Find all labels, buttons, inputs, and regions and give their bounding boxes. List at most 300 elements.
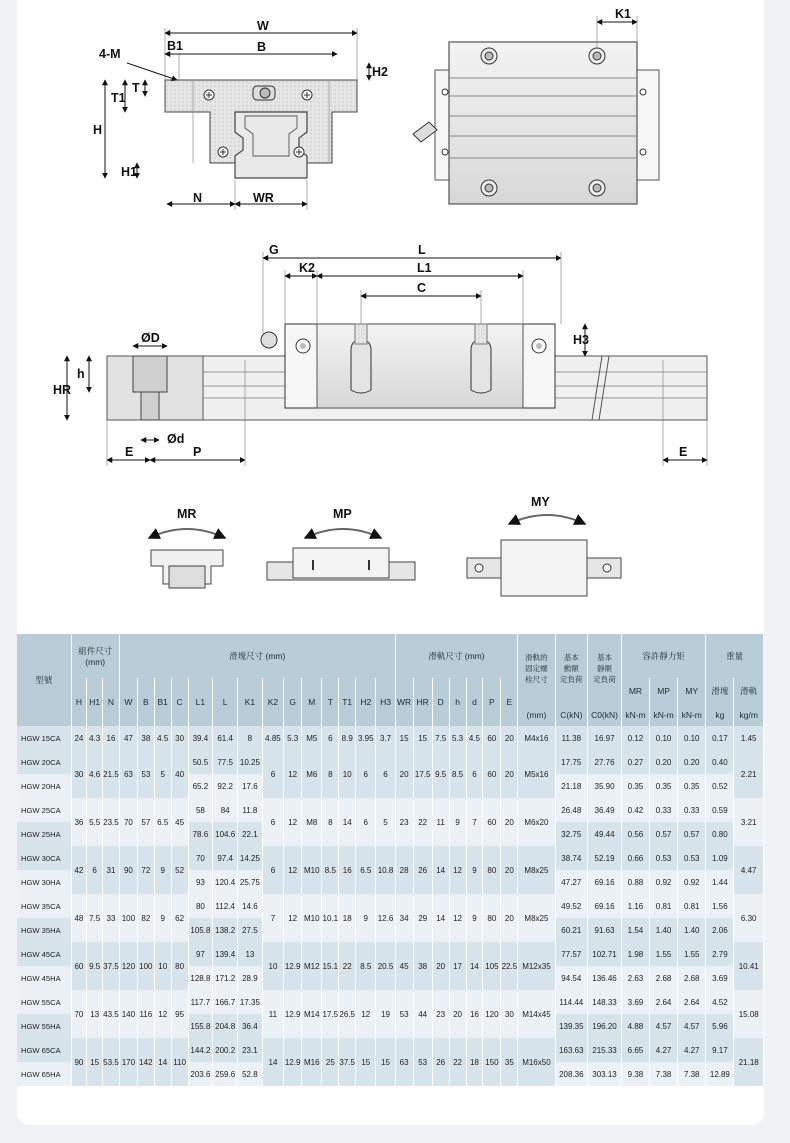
cell-l: 112.4: [213, 894, 238, 918]
cell-n: 37.5: [103, 942, 120, 990]
cell-hr: 38: [413, 942, 432, 990]
side-view: [53, 243, 707, 466]
cell-mp: 0.81: [650, 894, 678, 918]
cell-my: 0.92: [678, 870, 706, 894]
model-cell: HGW 30CA: [17, 846, 71, 870]
cell-h: 12: [449, 846, 466, 894]
model-cell: HGW 25CA: [17, 798, 71, 822]
cell-bolt: M5x16: [518, 750, 555, 798]
cell-e: 20: [501, 726, 518, 750]
cell-w: 90: [119, 846, 137, 894]
cell-h: 20: [449, 990, 466, 1038]
cell-t1: 26.5: [339, 990, 356, 1038]
model-cell: HGW 20CA: [17, 750, 71, 774]
cell-b: 116: [137, 990, 154, 1038]
cell-h: 60: [71, 942, 87, 990]
cell-t1: 8.9: [339, 726, 356, 750]
cell-m: M10: [302, 846, 322, 894]
header-col: T1: [339, 678, 356, 726]
header-col: M: [302, 678, 322, 726]
label-my: MY: [531, 495, 550, 509]
cell-mr: 6.65: [621, 1038, 649, 1062]
cell-mp: 0.92: [650, 870, 678, 894]
cell-p: 80: [483, 894, 501, 942]
cell-bolt: M8x25: [518, 846, 555, 894]
cell-h: 36: [71, 798, 87, 846]
cell-l1: 93: [188, 870, 213, 894]
cell-d: 16: [466, 990, 483, 1038]
cell-wr: 45: [395, 942, 413, 990]
cell-b1: 9: [154, 894, 171, 942]
header-col: G: [284, 678, 302, 726]
cell-block-kg: 4.52: [706, 990, 734, 1014]
cell-p: 80: [483, 846, 501, 894]
cell-l1: 58: [188, 798, 213, 822]
cell-b: 53: [137, 750, 154, 798]
header-col: T: [322, 678, 339, 726]
cell-w: 170: [119, 1038, 137, 1086]
cell-mr: 0.35: [621, 774, 649, 798]
cell-n: 16: [103, 726, 120, 750]
cell-l: 138.2: [213, 918, 238, 942]
cell-bolt: M8x25: [518, 894, 555, 942]
cell-l1: 70: [188, 846, 213, 870]
cell-l1: 39.4: [188, 726, 213, 750]
cell-block-kg: 1.56: [706, 894, 734, 918]
cell-c0: 35.90: [588, 774, 622, 798]
cell-m: M5: [302, 726, 322, 750]
cell-m: M14: [302, 990, 322, 1038]
cell-c0: 69.16: [588, 870, 622, 894]
cell-k1: 13: [238, 942, 263, 966]
model-cell: HGW 45HA: [17, 966, 71, 990]
cell-d: 14: [432, 846, 449, 894]
cell-c-dyn: 49.52: [555, 894, 588, 918]
cell-c-dyn: 94.54: [555, 966, 588, 990]
cell-l: 139.4: [213, 942, 238, 966]
cell-b1: 9: [154, 846, 171, 894]
label-mr: MR: [177, 507, 197, 521]
cell-k2: 6: [262, 750, 283, 798]
cell-c-dyn: 60.21: [555, 918, 588, 942]
header-weight-unit: kg: [706, 703, 734, 726]
cell-l1: 78.6: [188, 822, 213, 846]
cell-h2: 12: [356, 990, 376, 1038]
cell-l1: 117.7: [188, 990, 213, 1014]
label-l: L: [418, 243, 426, 257]
label-mp: MP: [333, 507, 352, 521]
cell-h: 12: [449, 894, 466, 942]
cell-mp: 4.27: [650, 1038, 678, 1062]
cell-h: 17: [449, 942, 466, 990]
cell-l: 204.8: [213, 1014, 238, 1038]
header-col: H1: [87, 678, 103, 726]
cell-e: 30: [501, 990, 518, 1038]
cell-d: 6: [466, 750, 483, 798]
cell-block-kg: 2.06: [706, 918, 734, 942]
cell-h: 5.3: [449, 726, 466, 750]
cell-wr: 28: [395, 846, 413, 894]
label-4m: 4-M: [99, 47, 121, 61]
label-h-small: h: [77, 367, 85, 381]
header-weight-unit: kg/m: [734, 703, 764, 726]
header-col: C: [171, 678, 188, 726]
cell-bolt: M16x50: [518, 1038, 555, 1086]
cell-l: 166.7: [213, 990, 238, 1014]
cell-mp: 4.57: [650, 1014, 678, 1038]
header-col: H: [71, 678, 87, 726]
header-c0-unit: C0(kN): [588, 703, 622, 726]
cell-k1: 11.8: [238, 798, 263, 822]
cell-hr: 26: [413, 846, 432, 894]
cell-l1: 80: [188, 894, 213, 918]
cell-d: 9: [466, 894, 483, 942]
cell-h: 70: [71, 990, 87, 1038]
cell-b1: 10: [154, 942, 171, 990]
cell-h2: 6: [356, 798, 376, 846]
cell-h: 30: [71, 750, 87, 798]
cell-block-kg: 1.44: [706, 870, 734, 894]
cell-h1: 4.6: [87, 750, 103, 798]
cell-m: M8: [302, 798, 322, 846]
cell-bolt: M14x45: [518, 990, 555, 1038]
cell-wr: 34: [395, 894, 413, 942]
technical-drawing: [17, 0, 764, 632]
cell-b: 100: [137, 942, 154, 990]
cell-c0: 148.33: [588, 990, 622, 1014]
header-col: W: [119, 678, 137, 726]
cell-k1: 27.5: [238, 918, 263, 942]
model-cell: HGW 20HA: [17, 774, 71, 798]
cell-c0: 136.46: [588, 966, 622, 990]
cell-l: 77.5: [213, 750, 238, 774]
cell-w: 63: [119, 750, 137, 798]
cell-h1: 5.5: [87, 798, 103, 846]
moment-diagrams: [149, 495, 621, 596]
cell-m: M12: [302, 942, 322, 990]
cell-rail-kgm: 3.21: [734, 798, 764, 846]
cell-block-kg: 12.89: [706, 1062, 734, 1086]
cell-mr: 4.88: [621, 1014, 649, 1038]
cell-l: 92.2: [213, 774, 238, 798]
header-moment-unit: kN-m: [650, 703, 678, 726]
model-cell: HGW 35CA: [17, 894, 71, 918]
cell-mp: 0.33: [650, 798, 678, 822]
cell-d: 7.5: [432, 726, 449, 750]
cell-k1: 23.1: [238, 1038, 263, 1062]
header-bolt-unit: (mm): [518, 703, 555, 726]
label-l1: L1: [417, 261, 432, 275]
cell-mr: 2.63: [621, 966, 649, 990]
cell-bolt: M4x16: [518, 726, 555, 750]
model-cell: HGW 65CA: [17, 1038, 71, 1062]
header-moment-name: MY: [678, 678, 706, 703]
cell-n: 53.5: [103, 1038, 120, 1086]
table-row: [17, 894, 764, 918]
label-w: W: [257, 19, 269, 33]
cell-t: 8: [322, 798, 339, 846]
cell-b: 142: [137, 1038, 154, 1086]
cell-mr: 3.69: [621, 990, 649, 1014]
cell-mp: 1.40: [650, 918, 678, 942]
header-col: K2: [262, 678, 283, 726]
cell-d: 18: [466, 1038, 483, 1086]
cell-my: 0.57: [678, 822, 706, 846]
cell-my: 4.57: [678, 1014, 706, 1038]
cell-rail-kgm: 21.18: [734, 1038, 764, 1086]
cell-w: 70: [119, 798, 137, 846]
cell-h2: 8.5: [356, 942, 376, 990]
header-col: WR: [395, 678, 413, 726]
cell-h3: 15: [376, 1038, 395, 1086]
table-row: [17, 942, 764, 966]
cell-l1: 50.5: [188, 750, 213, 774]
cell-my: 0.33: [678, 798, 706, 822]
cell-g: 12.9: [284, 990, 302, 1038]
cell-g: 12: [284, 846, 302, 894]
cell-mr: 1.16: [621, 894, 649, 918]
cell-hr: 15: [413, 726, 432, 750]
cell-e: 20: [501, 750, 518, 798]
cell-h: 22: [449, 1038, 466, 1086]
cell-b1: 5: [154, 750, 171, 798]
label-k2: K2: [299, 261, 315, 275]
cell-mp: 0.57: [650, 822, 678, 846]
cell-t1: 18: [339, 894, 356, 942]
cell-p: 60: [483, 750, 501, 798]
cell-h1: 4.3: [87, 726, 103, 750]
cell-mp: 2.64: [650, 990, 678, 1014]
header-assembly: 組件尺寸 (mm): [71, 634, 119, 678]
label-b: B: [257, 40, 267, 54]
cell-d: 7: [466, 798, 483, 846]
cell-my: 4.27: [678, 1038, 706, 1062]
cell-h3: 20.5: [376, 942, 395, 990]
cell-c-dyn: 38.74: [555, 846, 588, 870]
cell-h: 9: [449, 798, 466, 846]
cell-b1: 6.5: [154, 798, 171, 846]
header-col: N: [103, 678, 120, 726]
model-cell: HGW 30HA: [17, 870, 71, 894]
cell-k2: 10: [262, 942, 283, 990]
cell-k2: 6: [262, 846, 283, 894]
header-rail: 滑軌尺寸 (mm): [395, 634, 518, 678]
model-cell: HGW 55CA: [17, 990, 71, 1014]
cell-b: 72: [137, 846, 154, 894]
header-col: H2: [356, 678, 376, 726]
cell-g: 5.3: [284, 726, 302, 750]
cell-k1: 25.75: [238, 870, 263, 894]
table-row: [17, 750, 764, 774]
cell-l: 200.2: [213, 1038, 238, 1062]
moment-mr: [149, 507, 225, 588]
cell-c-dyn: 47.27: [555, 870, 588, 894]
cell-k1: 28.9: [238, 966, 263, 990]
cell-my: 0.20: [678, 750, 706, 774]
header-block-weight: 滑塊: [706, 678, 734, 703]
cell-l1: 97: [188, 942, 213, 966]
cell-rail-kgm: 6.30: [734, 894, 764, 942]
cell-l1: 155.8: [188, 1014, 213, 1038]
cell-h3: 12.6: [376, 894, 395, 942]
label-c: C: [417, 281, 427, 295]
label-p: P: [193, 445, 202, 459]
cell-t: 8: [322, 750, 339, 798]
label-phi-d-small: Ød: [167, 432, 185, 446]
cell-c-dyn: 208.36: [555, 1062, 588, 1086]
cell-mr: 0.12: [621, 726, 649, 750]
cell-mp: 0.10: [650, 726, 678, 750]
cell-p: 150: [483, 1038, 501, 1086]
cell-mr: 9.38: [621, 1062, 649, 1086]
cell-n: 43.5: [103, 990, 120, 1038]
cell-w: 47: [119, 726, 137, 750]
cell-rail-kgm: 10.41: [734, 942, 764, 990]
label-b1: B1: [167, 39, 183, 53]
cell-h3: 5: [376, 798, 395, 846]
cell-block-kg: 1.09: [706, 846, 734, 870]
cell-c-dyn: 21.18: [555, 774, 588, 798]
front-view: [93, 19, 388, 210]
spec-table: [17, 634, 764, 1086]
cell-l: 61.4: [213, 726, 238, 750]
cell-l1: 128.8: [188, 966, 213, 990]
label-e-left: E: [125, 445, 134, 459]
header-moment-name: MR: [621, 678, 649, 703]
cell-c: 62: [171, 894, 188, 942]
cell-l1: 203.6: [188, 1062, 213, 1086]
label-phi-d-big: ØD: [141, 331, 160, 345]
header-moment-unit: kN-m: [621, 703, 649, 726]
cell-my: 0.10: [678, 726, 706, 750]
header-moment-name: MP: [650, 678, 678, 703]
cell-h: 42: [71, 846, 87, 894]
cell-e: 22.5: [501, 942, 518, 990]
table-row: [17, 1038, 764, 1062]
header-bolt: 滑軌的 固定螺 栓尺寸: [518, 634, 555, 703]
cell-wr: 53: [395, 990, 413, 1038]
cell-h3: 19: [376, 990, 395, 1038]
cell-my: 7.38: [678, 1062, 706, 1086]
cell-t1: 16: [339, 846, 356, 894]
cell-mr: 0.42: [621, 798, 649, 822]
header-col: B: [137, 678, 154, 726]
table-row: [17, 798, 764, 822]
cell-h: 24: [71, 726, 87, 750]
cell-k1: 52.8: [238, 1062, 263, 1086]
cell-n: 33: [103, 894, 120, 942]
cell-l: 259.6: [213, 1062, 238, 1086]
cell-t: 6: [322, 726, 339, 750]
cell-c-dyn: 17.75: [555, 750, 588, 774]
cell-g: 12: [284, 798, 302, 846]
cell-block-kg: 0.52: [706, 774, 734, 798]
cell-mr: 0.27: [621, 750, 649, 774]
cell-n: 23.5: [103, 798, 120, 846]
cell-w: 120: [119, 942, 137, 990]
header-stat: 基本 靜額 定負荷: [588, 634, 622, 703]
moment-my: [467, 495, 621, 596]
cell-c-dyn: 163.63: [555, 1038, 588, 1062]
cell-c0: 196.20: [588, 1014, 622, 1038]
cell-c-dyn: 32.75: [555, 822, 588, 846]
label-h1: H1: [121, 165, 137, 179]
cell-e: 20: [501, 846, 518, 894]
label-t1: T1: [111, 91, 126, 105]
cell-b: 82: [137, 894, 154, 942]
cell-h: 90: [71, 1038, 87, 1086]
cell-d: 4.5: [466, 726, 483, 750]
cell-d: 11: [432, 798, 449, 846]
cell-d: 23: [432, 990, 449, 1038]
cell-k2: 7: [262, 894, 283, 942]
cell-d: 9.5: [432, 750, 449, 798]
cell-my: 1.55: [678, 942, 706, 966]
cell-h1: 13: [87, 990, 103, 1038]
table-row: [17, 990, 764, 1014]
cell-l1: 105.8: [188, 918, 213, 942]
cell-mp: 0.20: [650, 750, 678, 774]
header-moment-unit: kN-m: [678, 703, 706, 726]
header-c-unit: C(kN): [555, 703, 588, 726]
top-view: [413, 7, 659, 204]
header-model: 型號: [17, 634, 71, 726]
cell-block-kg: 5.96: [706, 1014, 734, 1038]
cell-c0: 102.71: [588, 942, 622, 966]
cell-k1: 22.1: [238, 822, 263, 846]
cell-hr: 44: [413, 990, 432, 1038]
cell-my: 1.40: [678, 918, 706, 942]
cell-c0: 52.19: [588, 846, 622, 870]
cell-c: 95: [171, 990, 188, 1038]
cell-mp: 0.53: [650, 846, 678, 870]
cell-h2: 9: [356, 894, 376, 942]
cell-h: 48: [71, 894, 87, 942]
cell-c0: 303.13: [588, 1062, 622, 1086]
cell-k1: 17.35: [238, 990, 263, 1014]
cell-c: 40: [171, 750, 188, 798]
cell-h1: 15: [87, 1038, 103, 1086]
cell-d: 20: [432, 942, 449, 990]
cell-p: 60: [483, 726, 501, 750]
model-cell: HGW 35HA: [17, 918, 71, 942]
cell-c0: 27.76: [588, 750, 622, 774]
cell-k1: 14.25: [238, 846, 263, 870]
header-col: d: [466, 678, 483, 726]
label-n: N: [193, 191, 203, 205]
cell-c: 45: [171, 798, 188, 846]
cell-b1: 12: [154, 990, 171, 1038]
cell-m: M6: [302, 750, 322, 798]
cell-k1: 14.6: [238, 894, 263, 918]
cell-l1: 144.2: [188, 1038, 213, 1062]
cell-b1: 4.5: [154, 726, 171, 750]
cell-c0: 49.44: [588, 822, 622, 846]
cell-c: 52: [171, 846, 188, 894]
cell-c-dyn: 11.38: [555, 726, 588, 750]
cell-k2: 4.85: [262, 726, 283, 750]
cell-my: 0.81: [678, 894, 706, 918]
cell-g: 12.9: [284, 1038, 302, 1086]
cell-l: 84: [213, 798, 238, 822]
table-row: [17, 726, 764, 750]
cell-my: 2.64: [678, 990, 706, 1014]
cell-n: 21.5: [103, 750, 120, 798]
cell-m: M10: [302, 894, 322, 942]
cell-c: 80: [171, 942, 188, 990]
cell-c-dyn: 77.57: [555, 942, 588, 966]
cell-wr: 23: [395, 798, 413, 846]
